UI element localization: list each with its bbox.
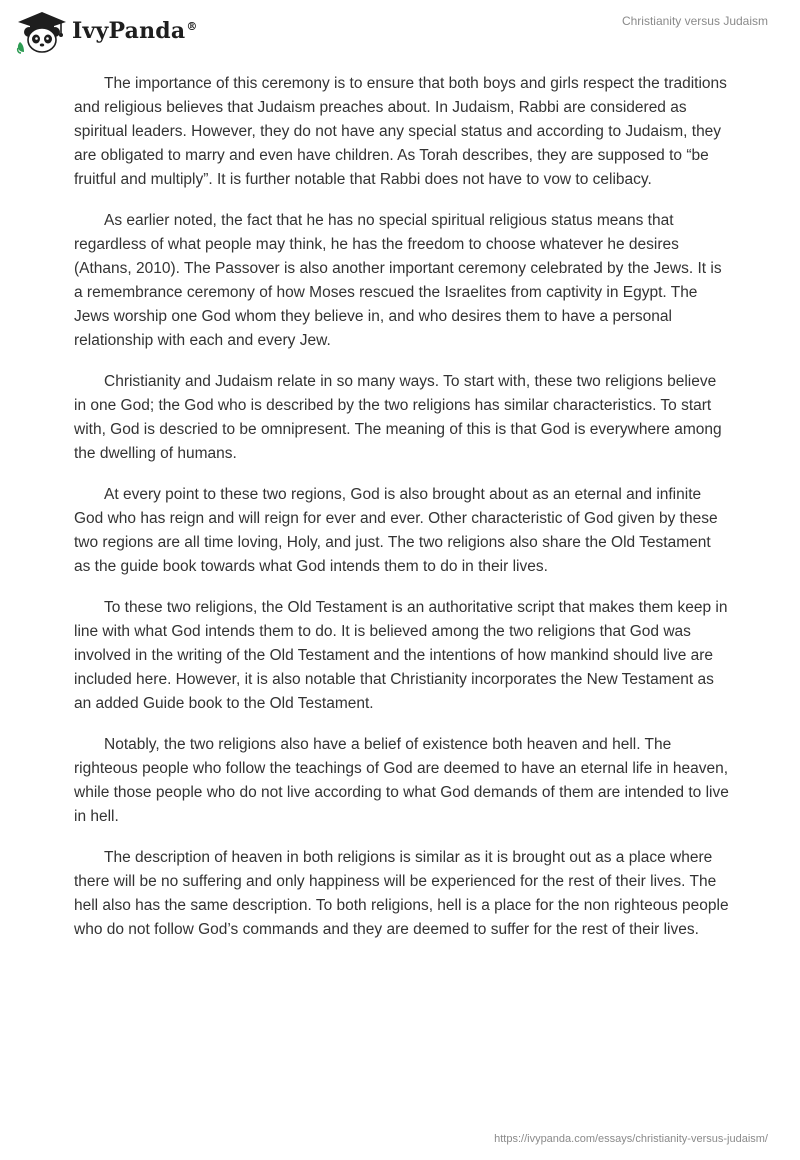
- paragraph: The description of heaven in both religions is similar as it is brought out as a place where there will be no suffering and only happiness will be experienced for the rest of their lives. The hell also has the same description. To both religions, hell is a place for the non righteous people who do not follow God’s commands and they are deemed to suffer for the rest of their lives.: [74, 849, 729, 938]
- logo-text: IvyPanda®: [72, 18, 198, 44]
- paragraph: To these two religions, the Old Testament is an authoritative script that makes them keep in line with what God intends them to do. It is believed among the two religions that God was involved in the writing of the Old Testament and the intentions of how mankind should live are included here. However, it is also notable that Christianity incorporates the New Testament as an added Guide book to the Old Testament.: [74, 599, 728, 712]
- paragraph: As earlier noted, the fact that he has no special spiritual religious status means that regardless of what people may think, he has the freedom to choose whatever he desires (Athans, 2010). The Passover is also another important ceremony celebrated by the Jews. It is a remembrance ceremony of how Moses rescued the Israelites from captivity in Egypt. The Jews worship one God whom they believe in, and who desires them to have a personal relationship with each and every Jew.: [74, 212, 722, 349]
- page-header: [0, 0, 800, 62]
- essay-body: [74, 72, 730, 959]
- document-title: Christianity versus Judaism: [621, 14, 768, 28]
- paragraph: The importance of this ceremony is to ensure that both boys and girls respect the traditions and religious believes that Judaism preaches about. In Judaism, Rabbi are considered as spiritual leaders. However, they do not have any special status and according to Judaism, they are obligated to marry and even have children. As Torah describes, they are supposed to “be fruitful and multiply”. It is further notable that Rabbi does not have to vow to celibacy.: [74, 75, 727, 188]
- paragraph: Christianity and Judaism relate in so many ways. To start with, these two religions believe in one God; the God who is described by the two religions has similar characteristics. To start with, God is descried to be omnipresent. The meaning of this is that God is everywhere among the dwelling of humans.: [74, 373, 722, 462]
- ivypanda-logo[interactable]: [14, 8, 198, 54]
- paragraph: At every point to these two regions, God is also brought about as an eternal and infinite God who has reign and will reign for ever and ever. Other characteristic of God given by these two regions are all time loving, Holy, and just. The two religions also share the Old Testament as the guide book towards what God intends them to do in their lives.: [74, 486, 718, 575]
- footer-url-link[interactable]: https://ivypanda.com/essays/christianity-versus-judaism/: [494, 1133, 768, 1145]
- paragraph: Notably, the two religions also have a belief of existence both heaven and hell. The righteous people who follow the teachings of God are deemed to have an eternal life in heaven, while those people who do not live according to what God demands of them are intended to live in hell.: [74, 736, 729, 825]
- registered-mark: ®: [186, 19, 198, 33]
- panda-graduate-icon: [14, 8, 70, 54]
